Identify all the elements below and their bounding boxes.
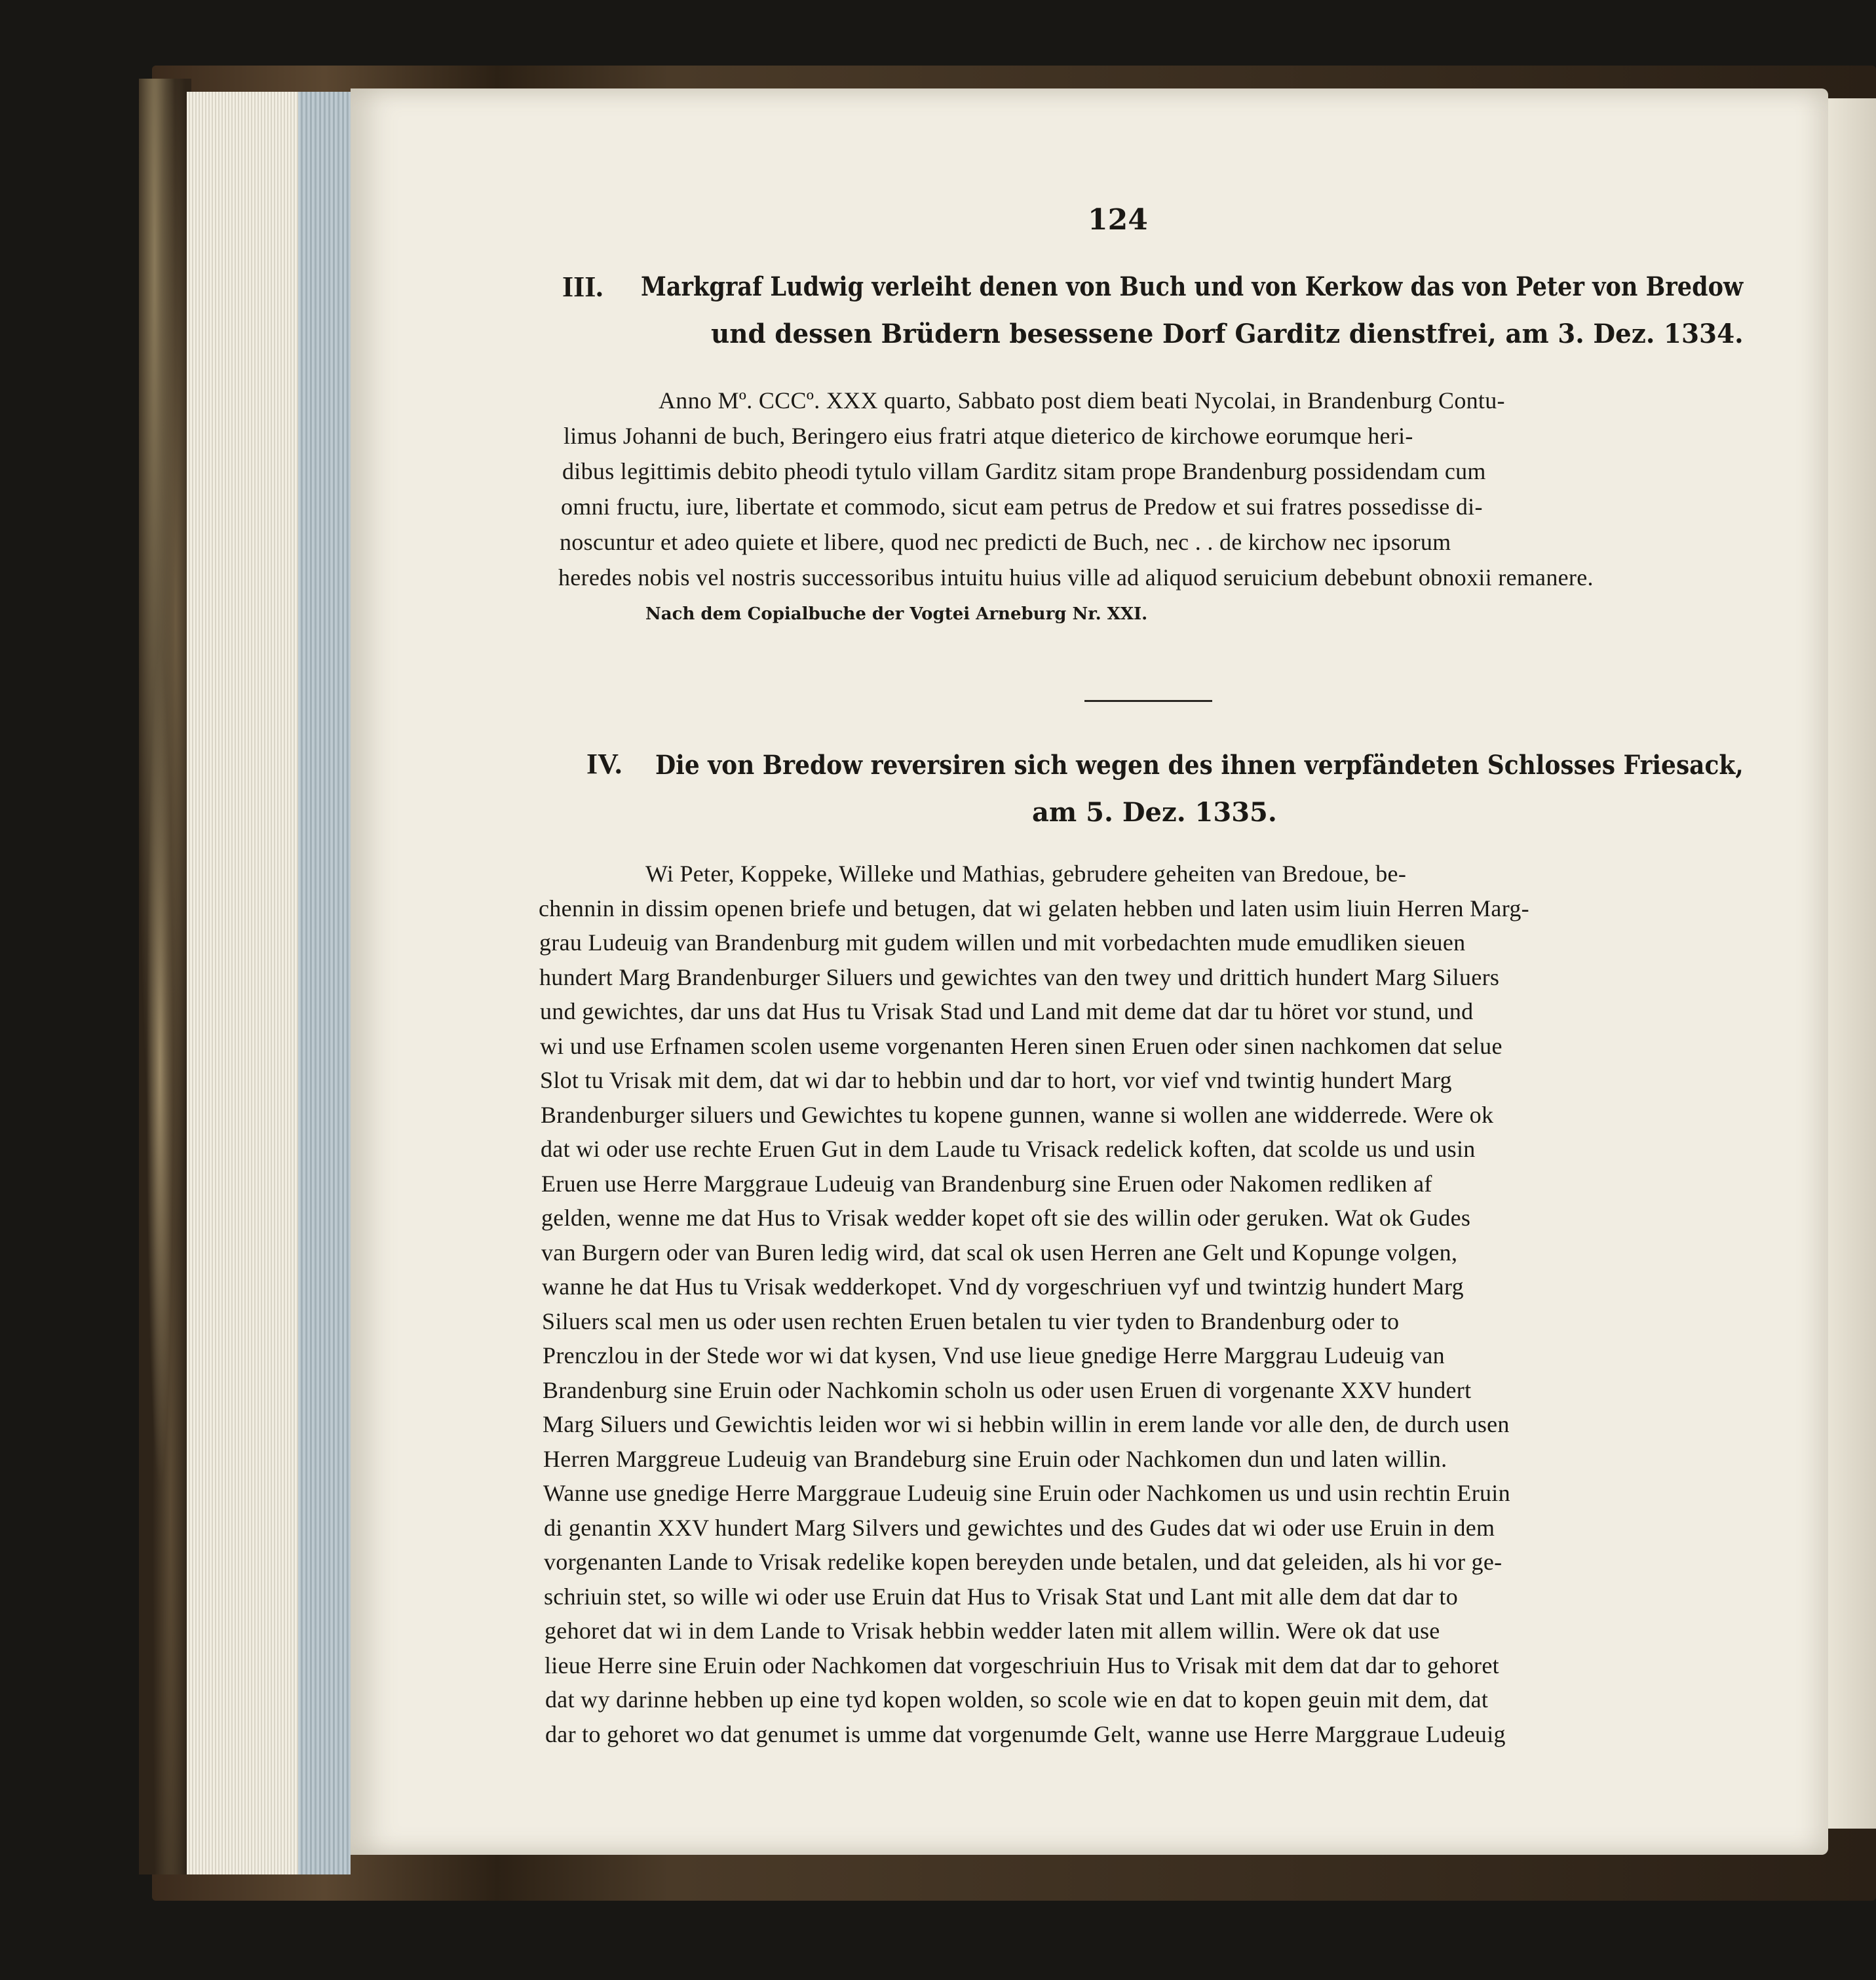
- facing-page-edge: [1828, 98, 1876, 1829]
- body-line: dat wy darinne hebben up eine tyd kopen wolden, so scole wie en dat to kopen geuin mit dem, dat: [545, 1686, 1489, 1713]
- body-line: lieue Herre sine Eruin oder Nachkomen dat vorgeschriuin Hus to Vrisak mit dem dat dar to gehoret: [545, 1652, 1499, 1679]
- body-line: grau Ludeuig van Brandenburg mit gudem willen und mit vorbedachten mude emudliken sieuen: [539, 929, 1466, 956]
- body-line: di genantin XXV hundert Marg Silvers und gewichtes und des Gudes dat wi oder use Eruin in dem: [544, 1514, 1495, 1541]
- body-line: Slot tu Vrisak mit dem, dat wi dar to hebbin und dar to hort, vor vief vnd twintig hundert Marg: [540, 1067, 1452, 1093]
- body-line: und gewichtes, dar uns dat Hus tu Vrisak Stad und Land mit deme dat dar tu höret vor stund, und: [540, 998, 1474, 1024]
- section-divider: [1084, 700, 1212, 702]
- body-line: hundert Marg Brandenburger Siluers und gewichtes van den twey und drittich hundert Marg Siluers: [539, 963, 1500, 990]
- body-line: wanne he dat Hus tu Vrisak wedderkopet. Vnd dy vorgeschriuen vyf und twintzig hundert Marg: [542, 1273, 1464, 1300]
- body-line: van Burgern oder van Buren ledig wird, dat scal ok usen Herren ane Gelt und Kopunge volgen,: [541, 1239, 1458, 1266]
- section-numeral: III.: [562, 271, 603, 303]
- body-line: Wi Peter, Koppeke, Willeke und Mathias, gebrudere geheiten van Bredoue, be-: [645, 861, 1407, 887]
- body-line: limus Johanni de buch, Beringero eius fratri atque dieterico de kirchowe eorumque heri-: [564, 423, 1413, 449]
- body-line: Herren Marggreue Ludeuig van Brandeburg sine Eruin oder Nachkomen dun und laten willin.: [543, 1445, 1447, 1472]
- page-edge: [298, 92, 351, 1874]
- body-line: heredes nobis vel nostris successoribus intuitu huius ville ad aliquod seruicium debebunt obnoxii remanere.: [558, 564, 1594, 591]
- section-heading-line: Die von Bredow reversiren sich wegen des ihnen verpfändeten Schlosses Friesack,: [655, 750, 1744, 781]
- body-line: dat wi oder use rechte Eruen Gut in dem Laude tu Vrisack redelick koften, dat scolde us und usin: [541, 1136, 1476, 1162]
- page-number: 124: [1088, 203, 1148, 237]
- body-line: Anno Mº. CCCº. XXX quarto, Sabbato post diem beati Nycolai, in Brandenburg Contu-: [659, 387, 1505, 414]
- body-line: gelden, wenne me dat Hus to Vrisak wedder kopet oft sie des willin oder geruken. Wat ok Gudes: [541, 1205, 1471, 1231]
- body-line: Prenczlou in der Stede wor wi dat kysen, Vnd use lieue gnedige Herre Marggrau Ludeuig van: [543, 1342, 1445, 1369]
- body-line: schriuin stet, so wille wi oder use Eruin dat Hus to Vrisak Stat und Lant mit alle dem dat dar to: [544, 1583, 1459, 1610]
- section-numeral: IV.: [586, 748, 622, 780]
- body-line: Eruen use Herre Marggraue Ludeuig van Brandenburg sine Eruen oder Nakomen redliken af: [541, 1170, 1432, 1197]
- marbled-spine: [139, 79, 191, 1874]
- body-line: wi und use Erfnamen scolen useme vorgenanten Heren sinen Eruen oder sinen nachkomen dat selue: [540, 1032, 1503, 1059]
- section-heading-line: am 5. Dez. 1335.: [1032, 797, 1277, 828]
- body-line: chennin in dissim openen briefe und betugen, dat wi gelaten hebben und laten usim liuin Herren Marg-: [539, 895, 1529, 922]
- section-heading-line: Markgraf Ludwig verleiht denen von Buch und von Kerkow das von Peter von Bredow: [641, 271, 1744, 302]
- body-line: Wanne use gnedige Herre Marggraue Ludeuig sine Eruin oder Nachkomen us und usin rechtin Eruin: [543, 1480, 1510, 1506]
- body-line: gehoret dat wi in dem Lande to Vrisak hebbin wedder laten mit allem willin. Were ok dat use: [545, 1618, 1440, 1644]
- body-line: Brandenburger siluers und Gewichtes tu kopene gunnen, wanne si wollen ane widderrede. Were ok: [541, 1101, 1494, 1128]
- section-heading-line: und dessen Brüdern besessene Dorf Garditz dienstfrei, am 3. Dez. 1334.: [711, 319, 1744, 349]
- body-line: vorgenanten Lande to Vrisak redelike kopen bereyden unde betalen, und dat geleiden, als hi vor ge-: [544, 1549, 1503, 1575]
- body-line: Siluers scal men us oder usen rechten Eruen betalen tu vier tyden to Brandenburg oder to: [542, 1308, 1400, 1334]
- body-line: dibus legittimis debito pheodi tytulo villam Garditz sitam prope Brandenburg possidendam cum: [562, 458, 1486, 484]
- body-line: dar to gehoret wo dat genumet is umme dat vorgenumde Gelt, wanne use Herre Marggraue Ludeuig: [545, 1720, 1506, 1747]
- body-line: omni fructu, iure, libertate et commodo, sicut eam petrus de Predow et sui fratres possedisse di-: [561, 494, 1483, 520]
- body-line: noscuntur et adeo quiete et libere, quod nec predicti de Buch, nec . . de kirchow nec ipsorum: [560, 529, 1451, 555]
- body-line: Brandenburg sine Eruin oder Nachkomin scholn us oder usen Eruen di vorgenante XXV hundert: [543, 1376, 1472, 1403]
- body-line: Marg Siluers und Gewichtis leiden wor wi si hebbin willin in erem lande vor alle den, de durch usen: [543, 1411, 1510, 1437]
- source-note: Nach dem Copialbuche der Vogtei Arneburg Nr. XXI.: [645, 604, 1148, 624]
